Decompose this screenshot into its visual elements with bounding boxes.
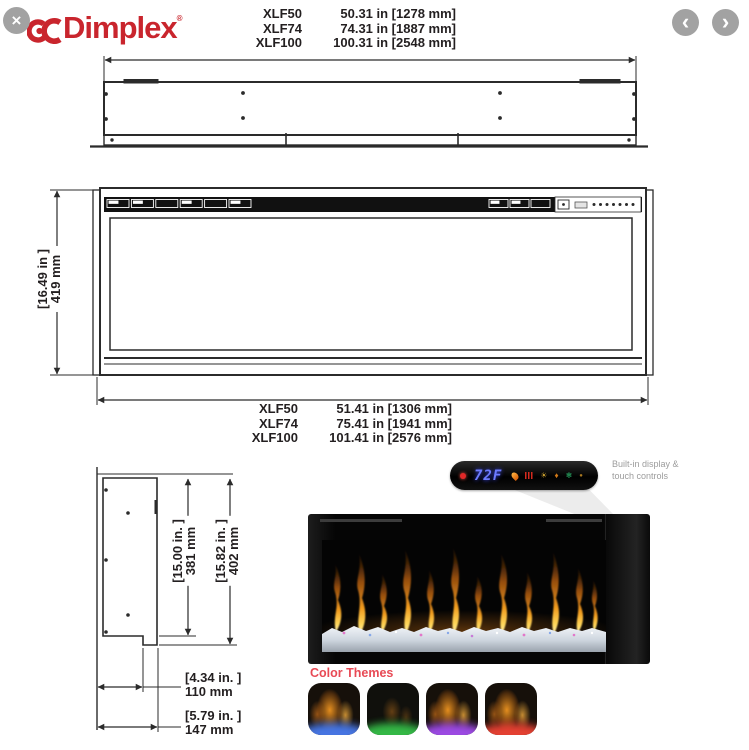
touch-control-panel — [450, 461, 598, 490]
brand-logo — [27, 12, 183, 44]
flame-graphic — [322, 540, 606, 652]
rear-view-drawing — [85, 48, 665, 160]
overall-depth-inches: [5.79 in. ] — [185, 708, 242, 723]
spec-row — [234, 431, 452, 446]
note-line-2: touch controls — [612, 471, 669, 481]
color-themes-title: Color Themes — [310, 666, 394, 680]
chevron-right-icon: › — [721, 8, 730, 34]
side-inner-height-label — [170, 516, 198, 586]
dimplex-mark-icon — [27, 17, 63, 44]
settings-icon: ● — [579, 472, 583, 479]
fireplace-product-photo — [308, 514, 650, 664]
theme-thumbnail-green — [367, 683, 419, 735]
note-line-1: Built-in display & — [612, 459, 679, 469]
model-label: XLF100 — [251, 430, 298, 445]
spec-row — [234, 417, 452, 432]
height-inches: [16.49 in ] — [35, 249, 50, 309]
side-overall-height-label — [213, 516, 241, 586]
crystal-glow — [367, 723, 419, 735]
dimension-value: 75.41 in [1941 mm] — [336, 415, 452, 431]
front-height-dimension-label — [35, 246, 63, 312]
vent-highlight — [546, 519, 602, 522]
theme-thumbnail-blue — [308, 683, 360, 735]
model-label: XLF100 — [255, 35, 302, 50]
crystal-glow — [308, 723, 360, 735]
spec-row — [238, 22, 456, 37]
snowflake-icon: ❄ — [565, 470, 573, 480]
brand-name: Dimplex — [63, 10, 177, 45]
dimension-value: 74.31 in [1887 mm] — [340, 20, 456, 36]
body-depth-label — [183, 671, 241, 698]
overall-height-mm: 402 mm — [226, 526, 241, 576]
spec-row — [234, 402, 452, 417]
overall-height-inches: [15.82 in. ] — [213, 519, 228, 583]
model-label: XLF50 — [262, 6, 302, 21]
overall-depth-mm: 147 mm — [185, 721, 234, 737]
height-mm: 419 mm — [48, 254, 63, 304]
crystal-glow — [485, 723, 537, 735]
model-label: XLF74 — [262, 20, 302, 36]
side-view-drawing — [85, 460, 250, 742]
spec-row — [238, 36, 456, 51]
flame-display-window — [322, 540, 606, 652]
dimension-value: 50.31 in [1278 mm] — [340, 6, 456, 21]
heater-icon — [525, 472, 533, 479]
dimension-value: 100.31 in [2548 mm] — [333, 35, 456, 50]
model-label: XLF74 — [258, 415, 298, 431]
spec-row — [238, 7, 456, 22]
inner-height-inches: [15.00 in. ] — [170, 519, 185, 583]
brightness-icon: ☀ — [540, 470, 548, 480]
vent-highlight — [320, 519, 402, 522]
timer-icon: ♦ — [554, 470, 559, 480]
control-panel-note — [612, 458, 679, 482]
frame-width-spec-list — [238, 7, 456, 51]
flame-icon — [510, 471, 520, 481]
close-icon: × — [11, 10, 22, 30]
body-depth-inches: [4.34 in. ] — [185, 670, 242, 685]
color-theme-thumbnails — [308, 683, 537, 735]
front-view-drawing — [30, 183, 680, 409]
chevron-left-icon: ‹ — [681, 8, 690, 34]
temperature-display: 72F — [474, 467, 503, 484]
next-button[interactable] — [712, 9, 739, 36]
dimension-value: 51.41 in [1306 mm] — [336, 401, 452, 416]
overall-width-spec-list — [234, 402, 452, 446]
dimension-value: 101.41 in [2576 mm] — [329, 430, 452, 445]
close-button[interactable] — [3, 7, 30, 34]
theme-thumbnail-red — [485, 683, 537, 735]
inner-height-mm: 381 mm — [183, 526, 198, 576]
theme-thumbnail-purple — [426, 683, 478, 735]
crystal-glow — [426, 723, 478, 735]
control-icons — [512, 472, 583, 480]
model-label: XLF50 — [258, 401, 298, 416]
power-indicator-icon — [460, 473, 466, 479]
body-depth-mm: 110 mm — [185, 683, 233, 699]
overall-depth-label — [183, 709, 241, 736]
prev-button[interactable] — [672, 9, 699, 36]
registered-mark: ® — [176, 14, 183, 23]
